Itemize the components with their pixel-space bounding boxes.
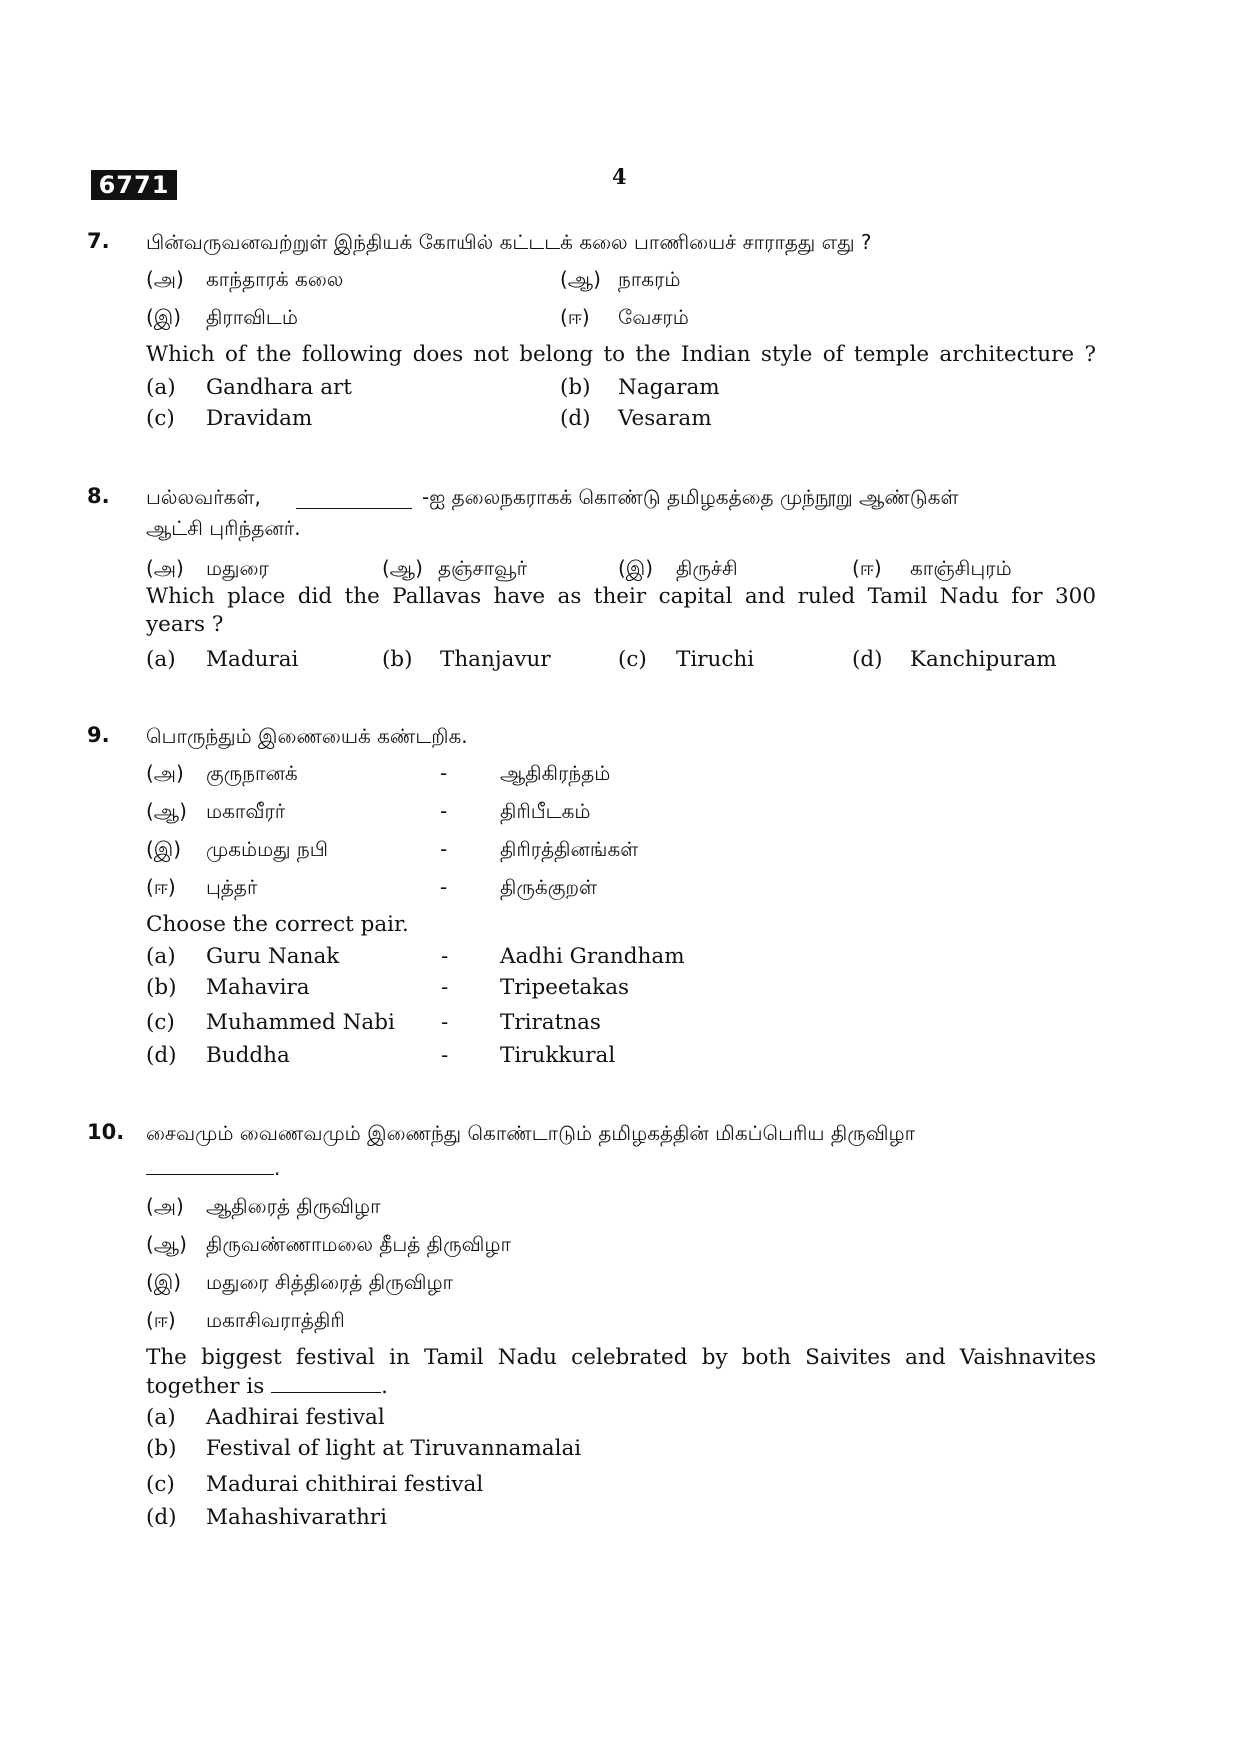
page-number: 4 [612,164,627,189]
q9-tamil-pair-left: மகாவீரர் [206,799,286,823]
q7-tamil-option-label: (ஆ) [560,267,601,291]
q9-pair-right: Aadhi Grandham [500,944,685,969]
q7-option-text: Nagaram [618,375,720,400]
q10-tamil-option-text: மகாசிவராத்திரி [206,1308,345,1332]
q9-tamil-pair-left: முகம்மது நபி [206,837,328,861]
q9-pair-right: Triratnas [500,1010,601,1035]
q10-option-text: Aadhirai festival [206,1405,385,1430]
q8-option-text: Thanjavur [440,647,551,672]
q9-pair-right: Tirukkural [500,1043,616,1068]
q8-tamil-option-label: (ஆ) [382,556,423,580]
question-number-8: 8. [87,484,110,508]
q7-option-label: (a) [146,375,176,400]
paper-code-badge: 6771 [91,170,177,200]
q9-tamil-pair-right: திருக்குறள் [500,875,598,899]
q10-tamil-option-text: திருவண்ணாமலை தீபத் திருவிழா [206,1232,511,1256]
q9-tamil-pair-dash: - [440,799,448,823]
q8-tamil-option-text: காஞ்சிபுரம் [910,556,1012,580]
q8-tamil-option-text: திருச்சி [676,556,738,580]
q7-tamil-option-text: நாகரம் [618,267,681,291]
q8-tamil-option-text: தஞ்சாவூர் [438,556,528,580]
q8-option-label: (b) [382,647,413,672]
q9-english-question: Choose the correct pair. [146,912,409,937]
q8-english-question-line1: Which place did the Pallavas have as their capital and ruled Tamil Nadu for 300 [146,584,1096,609]
q9-tamil-pair-right: திரிபீடகம் [500,799,591,823]
q7-tamil-option-label: (அ) [146,267,184,291]
q9-pair-label: (a) [146,944,176,969]
q7-tamil-question: பின்வருவனவற்றுள் இந்தியக் கோயில் கட்டடக் கலை பாணியைச் சாராதது எது ? [146,230,872,254]
q9-tamil-pair-left: குருநானக் [206,761,298,785]
q9-tamil-pair-label: (அ) [146,761,184,785]
q9-pair-label: (d) [146,1043,177,1068]
q10-blank-line [146,1150,274,1175]
q10-option-text: Madurai chithirai festival [206,1472,484,1497]
q8-option-text: Madurai [206,647,299,672]
q10-option-label: (c) [146,1472,175,1497]
q8-option-text: Kanchipuram [910,647,1057,672]
q9-pair-label: (b) [146,975,177,1000]
q9-pair-dash: - [441,1010,449,1035]
q9-tamil-pair-label: (இ) [146,837,182,861]
q8-option-label: (a) [146,647,176,672]
q7-option-text: Dravidam [206,406,313,431]
q10-tamil-option-label: (ஈ) [146,1308,176,1332]
q7-option-label: (d) [560,406,591,431]
q7-option-label: (b) [560,375,591,400]
q8-tamil-option-label: (அ) [146,556,184,580]
q9-pair-left: Guru Nanak [206,944,340,969]
q8-blank-line [296,486,412,509]
q7-tamil-option-text: திராவிடம் [206,305,298,329]
q10-english-question-line2: together is . [146,1374,388,1399]
q9-pair-left: Mahavira [206,975,310,1000]
q9-tamil-pair-dash: - [440,875,448,899]
question-number-10: 10. [87,1120,125,1144]
q9-tamil-pair-label: (ஈ) [146,875,176,899]
q8-tamil-question-start: பல்லவர்கள், [146,485,261,509]
q8-tamil-option-label: (இ) [618,556,654,580]
q9-tamil-pair-dash: - [440,761,448,785]
q10-option-label: (d) [146,1505,177,1530]
q9-pair-dash: - [441,1043,449,1068]
q9-tamil-pair-right: திரிரத்தினங்கள் [500,837,639,861]
q8-tamil-option-label: (ஈ) [852,556,882,580]
q10-english-blank [271,1374,381,1393]
q8-english-question-line2: years ? [146,612,224,637]
q7-option-text: Vesaram [618,406,712,431]
q9-tamil-pair-dash: - [440,837,448,861]
q8-tamil-question-end: -ஐ தலைநகராகக் கொண்டு தமிழகத்தை முந்நூறு ஆண்டுகள் [422,485,959,509]
q10-tamil-option-label: (இ) [146,1270,182,1294]
q9-pair-left: Buddha [206,1043,290,1068]
q9-tamil-pair-left: புத்தர் [206,875,258,899]
q7-english-question: Which of the following does not belong to the Indian style of temple architecture ? [146,342,1096,367]
q9-tamil-pair-label: (ஆ) [146,799,187,823]
q8-tamil-question-line2: ஆட்சி புரிந்தனர். [146,516,301,540]
q7-option-label: (c) [146,406,175,431]
q8-tamil-option-text: மதுரை [206,556,269,580]
q10-blank-period: . [274,1156,281,1180]
q10-tamil-option-label: (ஆ) [146,1232,187,1256]
q10-option-text: Festival of light at Tiruvannamalai [206,1436,582,1461]
q10-tamil-option-label: (அ) [146,1194,184,1218]
q8-option-text: Tiruchi [676,647,755,672]
q8-option-label: (c) [618,647,647,672]
q10-option-text: Mahashivarathri [206,1505,387,1530]
q7-tamil-option-label: (ஈ) [560,305,590,329]
q10-option-label: (a) [146,1405,176,1430]
q9-pair-left: Muhammed Nabi [206,1010,395,1035]
q7-tamil-option-label: (இ) [146,305,182,329]
q9-pair-dash: - [441,975,449,1000]
question-number-7: 7. [87,229,110,253]
q7-tamil-option-text: காந்தாரக் கலை [206,267,344,291]
q9-tamil-pair-right: ஆதிகிரந்தம் [500,761,611,785]
q10-tamil-question: சைவமும் வைணவமும் இணைந்து கொண்டாடும் தமிழகத்தின் மிகப்பெரிய திருவிழா [146,1121,916,1145]
q9-pair-right: Tripeetakas [500,975,630,1000]
q9-tamil-question: பொருந்தும் இணையைக் கண்டறிக. [146,724,468,748]
q10-option-label: (b) [146,1436,177,1461]
q8-option-label: (d) [852,647,883,672]
q10-tamil-option-text: மதுரை சித்திரைத் திருவிழா [206,1270,453,1294]
q10-tamil-option-text: ஆதிரைத் திருவிழா [206,1194,381,1218]
q7-tamil-option-text: வேசரம் [618,305,689,329]
question-number-9: 9. [87,723,110,747]
q7-option-text: Gandhara art [206,375,352,400]
q9-pair-dash: - [441,944,449,969]
q9-pair-label: (c) [146,1010,175,1035]
q10-english-question-line1: The biggest festival in Tamil Nadu celebrated by both Saivites and Vaishnavites [146,1345,1096,1370]
